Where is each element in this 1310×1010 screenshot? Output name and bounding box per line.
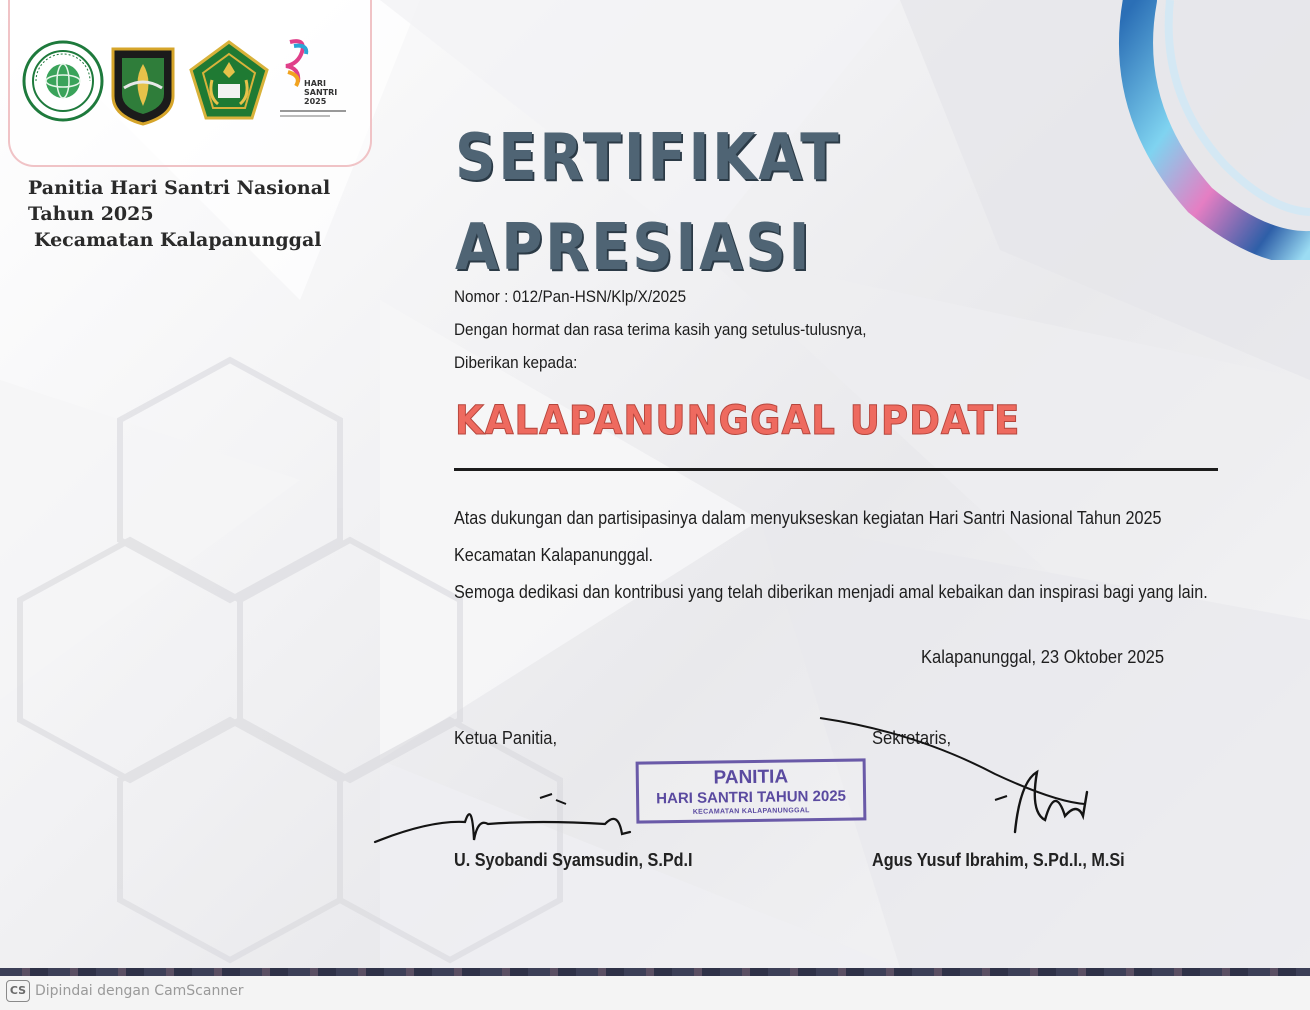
organizer-heading <box>28 175 330 253</box>
secretary-signature <box>815 712 1105 852</box>
hari-santri-logo-text-1: HARI <box>304 79 327 88</box>
decorative-ring-icon <box>1110 0 1310 260</box>
secretary-name: Agus Yusuf Ibrahim, S.Pd.I., M.Si <box>872 850 1125 870</box>
camscanner-watermark-text: Dipindai dengan CamScanner <box>35 983 244 999</box>
title-line-2: APRESIASI <box>455 211 813 285</box>
scan-edge-strip <box>0 968 1310 976</box>
certificate-body <box>454 500 1246 611</box>
camscanner-logo-icon: CS <box>6 980 30 1002</box>
hari-santri-logo-text-3: 2025 <box>304 97 327 106</box>
regency-crest-icon <box>110 46 176 126</box>
greeting-text: Dengan hormat dan rasa terima kasih yang setulus-tulusnya, <box>454 320 867 339</box>
recipient-underline <box>454 468 1218 471</box>
nu-emblem-icon <box>22 40 104 122</box>
certificate-title <box>455 113 841 293</box>
body-paragraph-1: Atas dukungan dan partisipasinya dalam menyukseskan kegiatan Hari Santri Nasional Tahun 2025 Kecamatan Kalapanunggal. <box>454 508 1162 565</box>
given-to-label: Diberikan kepada: <box>454 353 578 372</box>
kemenag-emblem-icon <box>188 40 270 122</box>
place-date: Kalapanunggal, 23 Oktober 2025 <box>921 647 1165 667</box>
chair-role: Ketua Panitia, <box>454 728 558 748</box>
organizer-line-2: Tahun 2025 <box>28 203 154 225</box>
stamp-line-2: HARI SANTRI TAHUN 2025 <box>656 787 847 808</box>
hari-santri-logo-icon <box>280 36 350 126</box>
organizer-line-1: Panitia Hari Santri Nasional <box>28 177 331 199</box>
chair-name: U. Syobandi Syamsudin, S.Pd.I <box>454 850 693 870</box>
stamp-line-1: PANITIA <box>713 766 789 789</box>
certificate-number: Nomor : 012/Pan-HSN/Klp/X/2025 <box>454 287 687 306</box>
stamp-line-3: KECAMATAN KALAPANUNGGAL <box>692 807 810 816</box>
title-line-1: SERTIFIKAT <box>455 121 842 195</box>
hari-santri-logo-text-2: SANTRI <box>304 88 338 97</box>
organizer-line-3: Kecamatan Kalapanunggal <box>34 229 322 251</box>
secretary-role: Sekretaris, <box>872 728 952 748</box>
body-paragraph-2: Semoga dedikasi dan kontribusi yang telah diberikan menjadi amal kebaikan dan inspirasi bagi yang lain. <box>454 582 1208 602</box>
recipient-name: KALAPANUNGGAL UPDATE <box>455 398 1021 444</box>
